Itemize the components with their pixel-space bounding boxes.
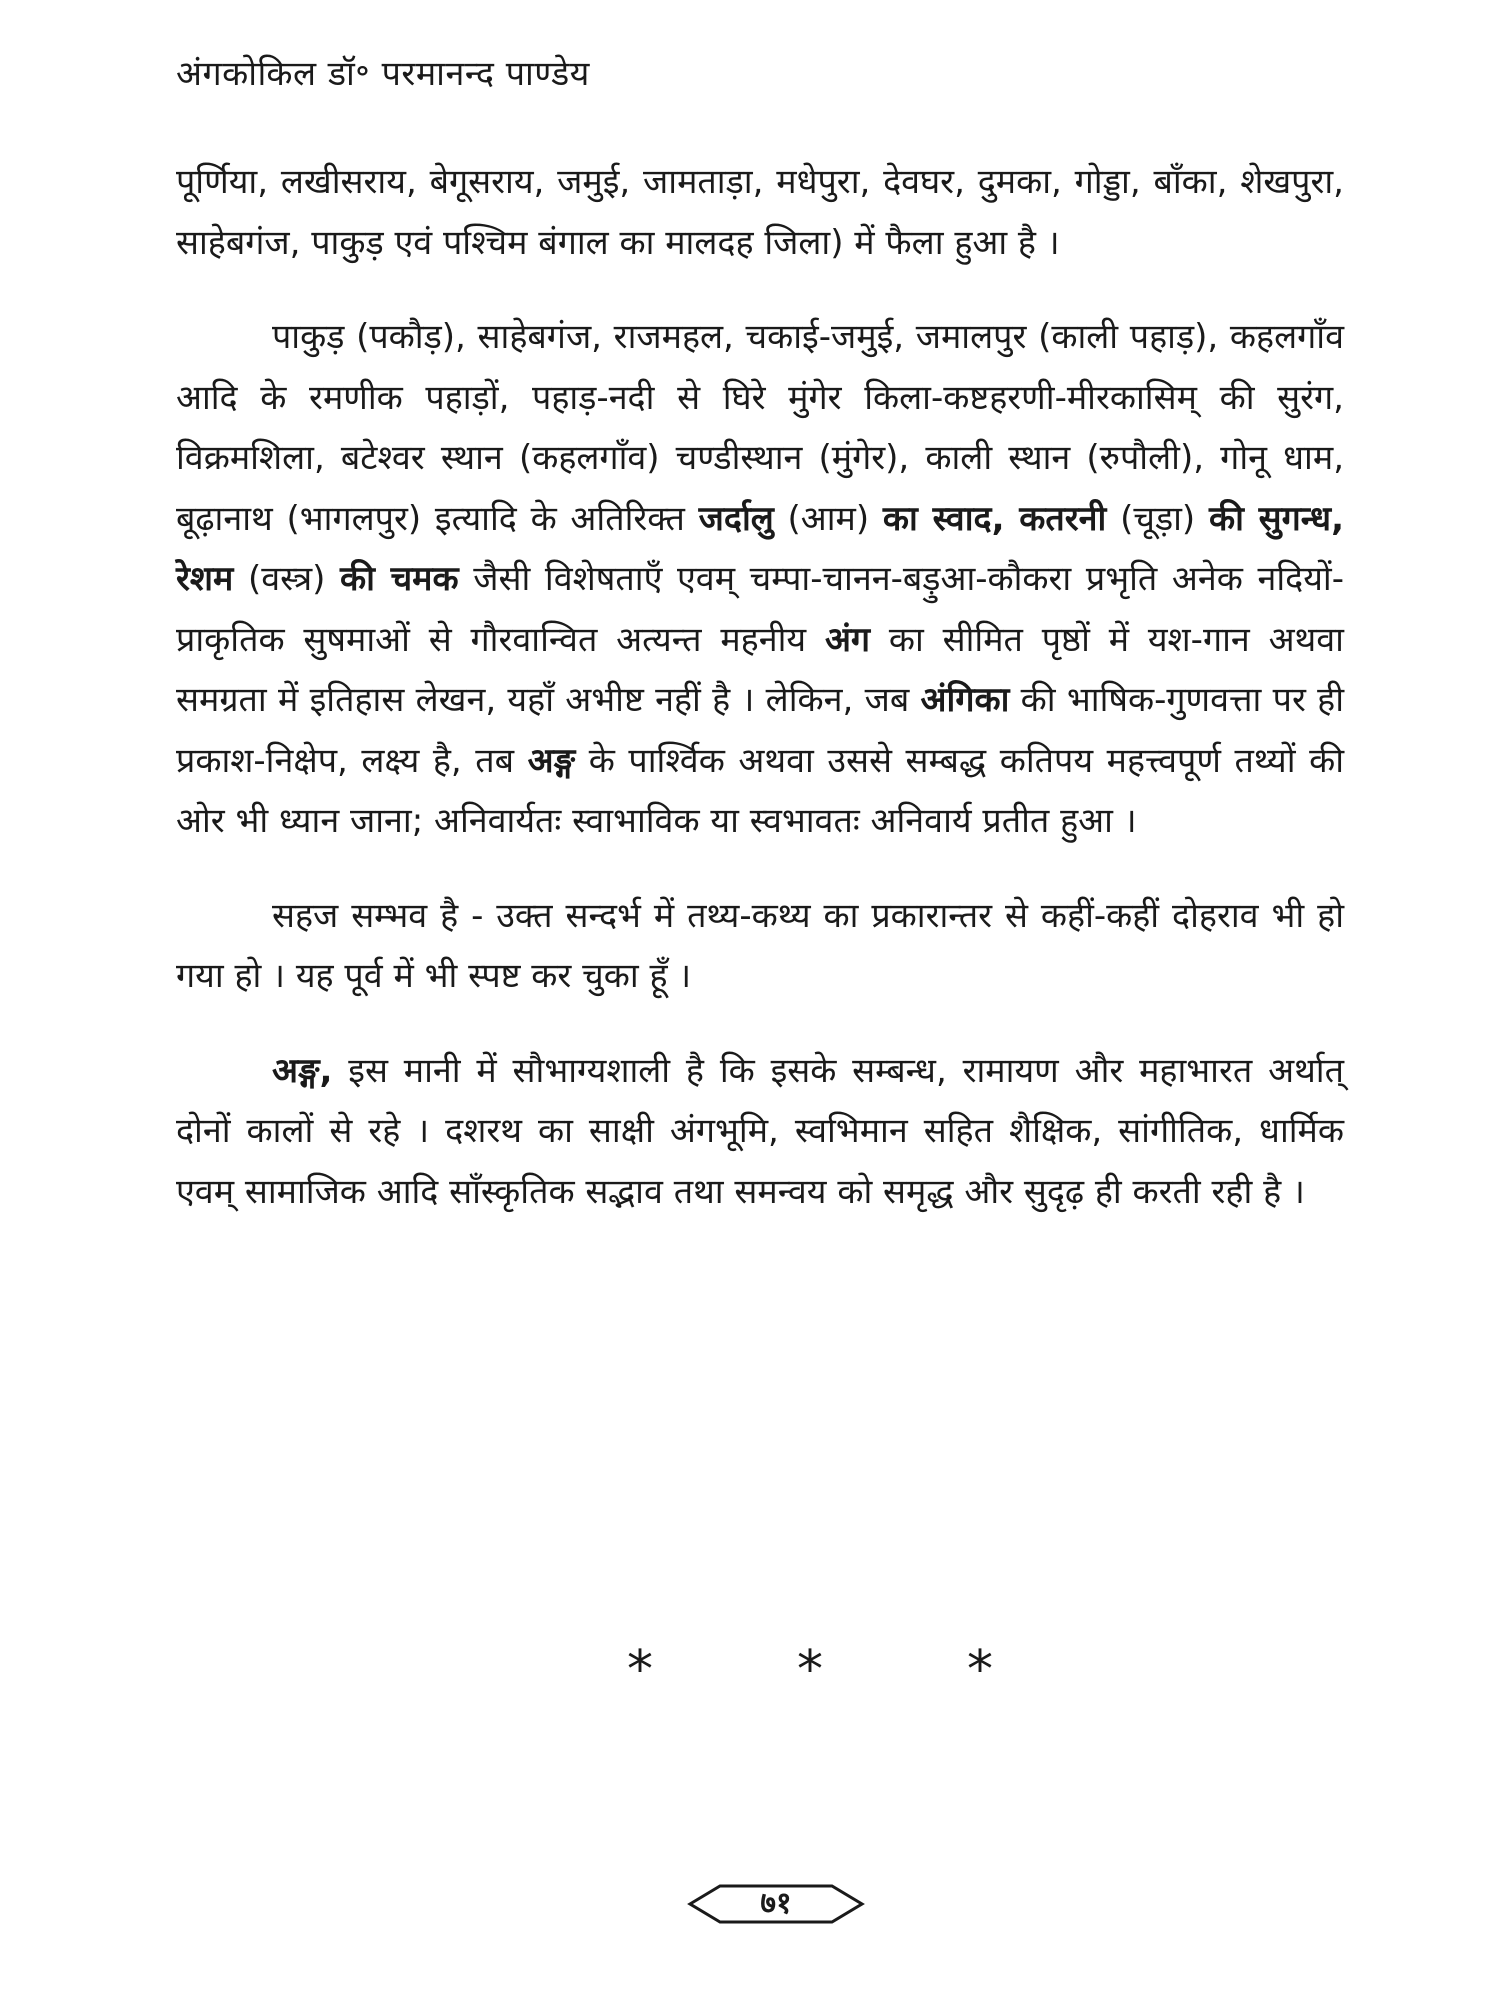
text-run: के पार्श्विक अथवा उससे सम्बद्ध कतिपय महत्त्वपूर्ण तथ्यों की ओर भी ध्यान जाना; अनिवार्यतः स्वाभाविक या स्वभावतः अनिवार्य प्रतीत हुआ । xyxy=(176,740,1345,841)
paragraph-1 xyxy=(176,152,1344,273)
text-run: इस मानी में सौभाग्यशाली है कि इसके सम्बन्ध, रामायण और महाभारत अर्थात् दोनों कालों से रहे । दशरथ का साक्षी अंगभूमि, स्वभिमान सहित शैक्षिक, सांगीतिक, धार्मिक एवम् सामाजिक आदि साँस्कृतिक सद्भाव तथा समन्वय को समृद्ध और सुदृढ़ ही करती रही है । xyxy=(176,1050,1344,1212)
text-run: (चूड़ा) xyxy=(1106,498,1209,539)
asterisk-ornament: * xyxy=(967,1640,993,1700)
emphasized-text: की चमक xyxy=(340,559,459,599)
emphasized-text: अंग xyxy=(824,619,871,660)
paragraph-4 xyxy=(176,1041,1344,1223)
asterisk-ornament: * xyxy=(627,1640,653,1700)
text-run: जैसी विशेषताएँ एवम् चम्पा-चानन-बड़ुआ-कौकरा प्रभृति अनेक नदियों-प्राकृतिक सुषमाओं से गौरवान्वित अत्यन्त महनीय xyxy=(176,559,1345,660)
page-number-frame xyxy=(686,1882,866,1926)
emphasized-text: अंगिका xyxy=(920,680,1010,720)
text-run: पूर्णिया, लखीसराय, बेगूसराय, जमुई, जामताड़ा, मधेपुरा, देवघर, दुमका, गोड्डा, बाँका, शेखपुरा, साहेबगंज, पाकुड़ एवं पश्चिम बंगाल का मालदह जिला) में फैला हुआ है । xyxy=(176,162,1344,263)
emphasized-text: का स्वाद, कतरनी xyxy=(882,498,1107,539)
running-head-title: अंगकोकिल डॉ॰ परमानन्द पाण्डेय xyxy=(176,54,590,94)
text-run: (आम) xyxy=(773,498,883,539)
paragraph-2 xyxy=(176,307,1344,852)
text-run: सहज सम्भव है - उक्त सन्दर्भ में तथ्य-कथ्य का प्रकारान्तर से कहीं-कहीं दोहराव भी हो गया हो । यह पूर्व में भी स्पष्ट कर चुका हूँ । xyxy=(176,895,1344,996)
emphasized-text: अङ्ग, xyxy=(272,1050,333,1091)
body-text xyxy=(176,152,1344,1222)
text-run: पाकुड़ (पकौड़), साहेबगंज, राजमहल, चकाई-जमुई, जमालपुर (काली पहाड़), कहलगाँव आदि के रमणीक पहाड़ों, पहाड़-नदी से घिरे मुंगेर किला-कष्टहरणी-मीरकासिम् की सुरंग, विक्रमशिला, बटेश्वर स्थान (कहलगाँव) चण्डीस्थान (मुंगेर), काली स्थान (रुपौली), गोनू धाम, बूढ़ानाथ (भागलपुर) इत्यादि के अतिरिक्त xyxy=(176,317,1344,539)
text-run: की भाषिक-गुणवत्ता पर ही प्रकाश-निक्षेप, लक्ष्य है, तब xyxy=(176,680,1344,781)
text-run: (वस्त्र) xyxy=(233,559,341,599)
page-number: ७१ xyxy=(760,1886,792,1921)
section-end-ornament xyxy=(620,1640,1000,1700)
emphasized-text: की सुगन्ध, रेशम xyxy=(176,498,1345,599)
paragraph-3 xyxy=(176,886,1344,1007)
emphasized-text: जर्दालु xyxy=(698,498,774,539)
text-run: का सीमित पृष्ठों में यश-गान अथवा समग्रता में इतिहास लेखन, यहाँ अभीष्ट नहीं है । लेकिन, जब xyxy=(176,619,1344,720)
emphasized-text: अङ्ग xyxy=(527,740,576,781)
asterisk-ornament: * xyxy=(797,1640,823,1700)
